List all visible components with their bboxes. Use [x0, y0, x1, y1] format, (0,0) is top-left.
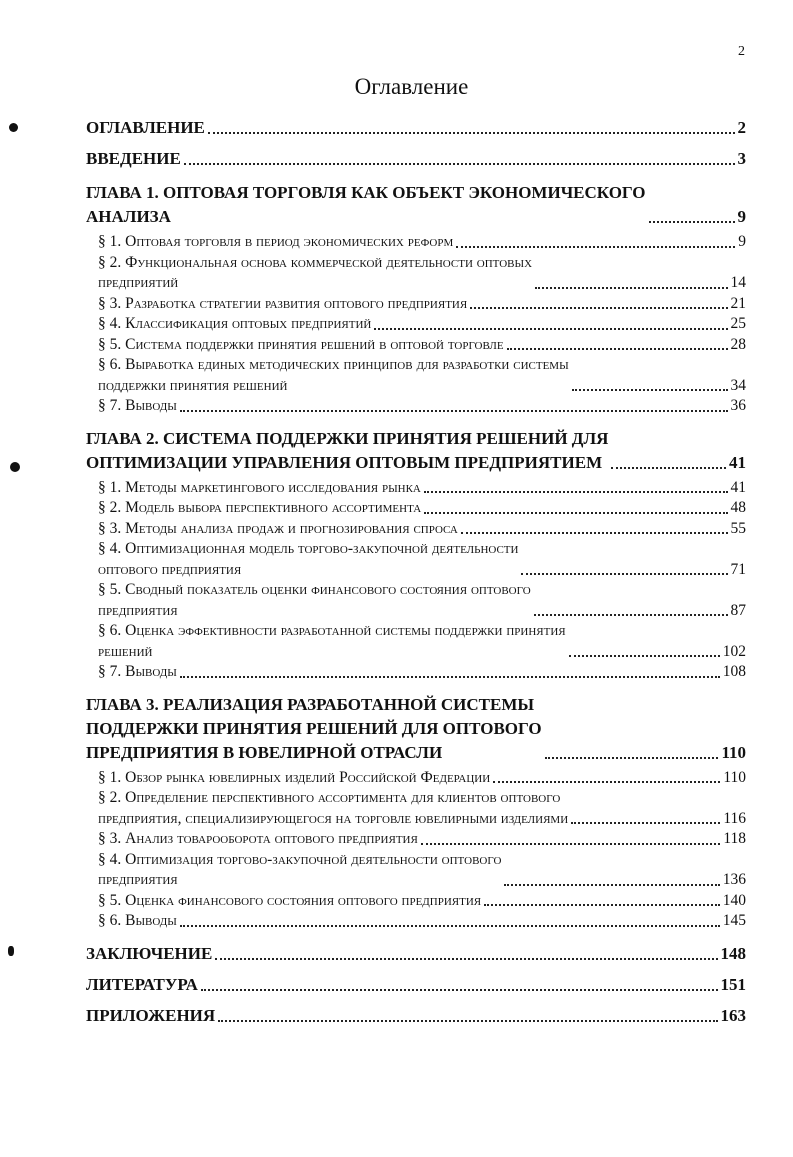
toc-entry-section[interactable]: [86, 829, 746, 850]
toc-entry-chapter[interactable]: [86, 973, 746, 997]
dot-leader: [611, 467, 726, 469]
toc-entry-page: 116: [723, 809, 746, 827]
toc-entry-label: ГЛАВА 3. РЕАЛИЗАЦИЯ РАЗРАБОТАННОЙ СИСТЕМЫ ПОДДЕРЖКИ ПРИНЯТИЯ РЕШЕНИЙ ДЛЯ ОПТОВОГО ПРЕДПРИЯТИЯ В ЮВЕЛИРНОЙ ОТРАСЛИ: [86, 694, 542, 762]
toc-entry-section[interactable]: [86, 768, 746, 789]
toc-entry-page: 41: [729, 452, 746, 472]
toc-entry-label: § 1. Методы маркетингового исследования рынка: [98, 478, 421, 496]
toc-entry-section[interactable]: [86, 788, 746, 829]
table-of-contents: [86, 116, 746, 1028]
toc-entry-label: ЗАКЛЮЧЕНИЕ: [86, 943, 213, 963]
toc-entry-label: § 2. Модель выбора перспективного ассортимента: [98, 499, 422, 516]
toc-entry-page: 3: [737, 149, 746, 168]
toc-entry-page: 71: [730, 560, 746, 578]
dot-leader: [649, 221, 735, 223]
toc-entry-label: § 3. Разработка стратегии развития оптового предприятия: [98, 294, 468, 312]
toc-entry-section[interactable]: [86, 850, 746, 891]
margin-bullet-mark: [9, 123, 18, 132]
toc-entry-section[interactable]: [86, 314, 746, 335]
toc-entry-page: 55: [730, 519, 746, 537]
toc-entry-label: § 5. Оценка финансового состояния оптового предприятия: [98, 891, 482, 909]
toc-entry-label: ПРИЛОЖЕНИЯ: [86, 1005, 216, 1025]
toc-entry-chapter[interactable]: [86, 147, 746, 171]
toc-entry-section[interactable]: [86, 498, 746, 519]
dot-leader: [571, 822, 720, 824]
dot-leader: [424, 512, 727, 514]
dot-leader: [470, 307, 727, 309]
toc-entry-label: § 6. Выводы: [98, 912, 177, 929]
dot-leader: [218, 1020, 717, 1022]
toc-entry-page: 148: [720, 943, 746, 963]
dot-leader: [374, 328, 727, 330]
toc-entry-section[interactable]: [86, 911, 746, 932]
page-title: Оглавление: [354, 74, 469, 99]
toc-entry-page: 87: [730, 601, 746, 619]
dot-leader: [180, 925, 720, 927]
toc-entry-chapter[interactable]: [86, 116, 746, 140]
toc-entry-label: ЛИТЕРАТУРА: [86, 974, 198, 994]
dot-leader: [421, 843, 720, 845]
toc-entry-label: § 6. Оценка эффективности разработанной системы поддержки принятия решений: [98, 622, 566, 660]
dot-leader: [569, 655, 720, 657]
toc-entry-page: 9: [737, 207, 746, 226]
toc-entry-page: 136: [722, 871, 746, 888]
toc-entry-page: 145: [722, 912, 746, 929]
toc-entry-label: § 4. Оптимизационная модель торгово-закупочной деятельности оптового предприятия: [98, 540, 519, 578]
toc-entry-page: 36: [730, 397, 746, 414]
toc-entry-label: § 4. Оптимизация торгово-закупочной деятельности оптового предприятия: [98, 850, 502, 888]
toc-entry-section[interactable]: [86, 539, 746, 580]
toc-entry-label: § 7. Выводы: [98, 663, 177, 680]
toc-entry-label: ОГЛАВЛЕНИЕ: [86, 118, 205, 137]
toc-entry-page: 41: [730, 478, 746, 496]
toc-entry-section[interactable]: [86, 294, 746, 315]
toc-entry-page: 118: [723, 830, 746, 847]
toc-entry-page: 28: [730, 335, 746, 353]
toc-entry-label: ГЛАВА 2. СИСТЕМА ПОДДЕРЖКИ ПРИНЯТИЯ РЕШЕНИЙ ДЛЯ ОПТИМИЗАЦИИ УПРАВЛЕНИЯ ОПТОВЫМ ПРЕДПРИЯТИЕМ: [86, 428, 609, 472]
dot-leader: [507, 348, 728, 350]
toc-entry-chapter[interactable]: [86, 942, 746, 966]
toc-entry-section[interactable]: [86, 396, 746, 417]
dot-leader: [456, 246, 735, 248]
toc-entry-section[interactable]: [86, 662, 746, 683]
toc-entry-page: 2: [737, 118, 746, 137]
dot-leader: [424, 491, 728, 493]
dot-leader: [180, 410, 728, 412]
toc-entry-page: 34: [730, 376, 746, 394]
toc-entry-label: § 1. Оптовая торговля в период экономических реформ: [98, 233, 454, 250]
toc-entry-section[interactable]: [86, 355, 746, 396]
dot-leader: [215, 958, 717, 960]
margin-bullet-mark: [8, 946, 14, 956]
dot-leader: [461, 532, 728, 534]
toc-entry-page: 110: [723, 768, 746, 786]
toc-entry-page: 140: [722, 891, 746, 909]
toc-entry-label: § 5. Система поддержки принятия решений в оптовой торговле: [98, 335, 504, 353]
toc-entry-label: ВВЕДЕНИЕ: [86, 149, 181, 168]
toc-entry-section[interactable]: [86, 478, 746, 499]
dot-leader: [201, 989, 718, 991]
toc-entry-section[interactable]: [86, 232, 746, 253]
toc-entry-label: § 3. Анализ товарооборота оптового предприятия: [98, 830, 418, 847]
dot-leader: [208, 132, 735, 134]
toc-entry-label: § 4. Классификация оптовых предприятий: [98, 315, 372, 332]
toc-entry-section[interactable]: [86, 335, 746, 356]
toc-entry-page: 21: [730, 294, 746, 312]
dot-leader: [535, 287, 727, 289]
toc-entry-section[interactable]: [86, 891, 746, 912]
toc-entry-label: § 2. Функциональная основа коммерческой деятельности оптовых предприятий: [98, 253, 533, 291]
toc-entry-page: 14: [730, 274, 746, 291]
toc-entry-page: 48: [730, 499, 746, 516]
toc-entry-label: § 5. Сводный показатель оценки финансового состояния оптового предприятия: [98, 581, 531, 619]
dot-leader: [521, 573, 727, 575]
toc-entry-page: 108: [722, 663, 746, 680]
dot-leader: [484, 904, 720, 906]
toc-entry-section[interactable]: [86, 519, 746, 540]
dot-leader: [504, 884, 719, 886]
dot-leader: [545, 757, 719, 759]
toc-entry-section[interactable]: [86, 580, 746, 621]
toc-entry-label: § 3. Методы анализа продаж и прогнозирования спроса: [98, 519, 458, 537]
toc-entry-chapter[interactable]: [86, 181, 746, 229]
toc-entry-label: § 1. Обзор рынка ювелирных изделий Российской Федерации: [98, 768, 491, 786]
toc-entry-label: § 6. Выработка единых методических принципов для разработки системы поддержки принятия решений: [98, 356, 569, 394]
dot-leader: [493, 781, 720, 783]
toc-entry-page: 163: [720, 1005, 746, 1025]
toc-entry-label: § 7. Выводы: [98, 397, 177, 414]
toc-entry-chapter[interactable]: [86, 693, 746, 765]
dot-leader: [534, 614, 728, 616]
toc-entry-page: 151: [720, 974, 746, 994]
page-number: 2: [738, 44, 745, 59]
toc-entry-label: ГЛАВА 1. ОПТОВАЯ ТОРГОВЛЯ КАК ОБЪЕКТ ЭКОНОМИЧЕСКОГО АНАЛИЗА: [86, 183, 646, 226]
dot-leader: [180, 676, 720, 678]
toc-entry-section[interactable]: [86, 621, 746, 662]
toc-entry-page: 9: [738, 233, 746, 250]
toc-entry-page: 110: [721, 742, 746, 762]
toc-entry-page: 102: [722, 642, 746, 660]
toc-entry-chapter[interactable]: [86, 427, 746, 475]
margin-bullet-mark: [10, 462, 20, 472]
toc-entry-page: 25: [730, 315, 746, 332]
toc-entry-chapter[interactable]: [86, 1004, 746, 1028]
toc-entry-label: § 2. Определение перспективного ассортимента для клиентов оптового предприятия, специализирующегося на торговле ювелирными изделиями: [98, 789, 569, 827]
toc-entry-section[interactable]: [86, 253, 746, 294]
dot-leader: [572, 389, 728, 391]
dot-leader: [184, 163, 735, 165]
